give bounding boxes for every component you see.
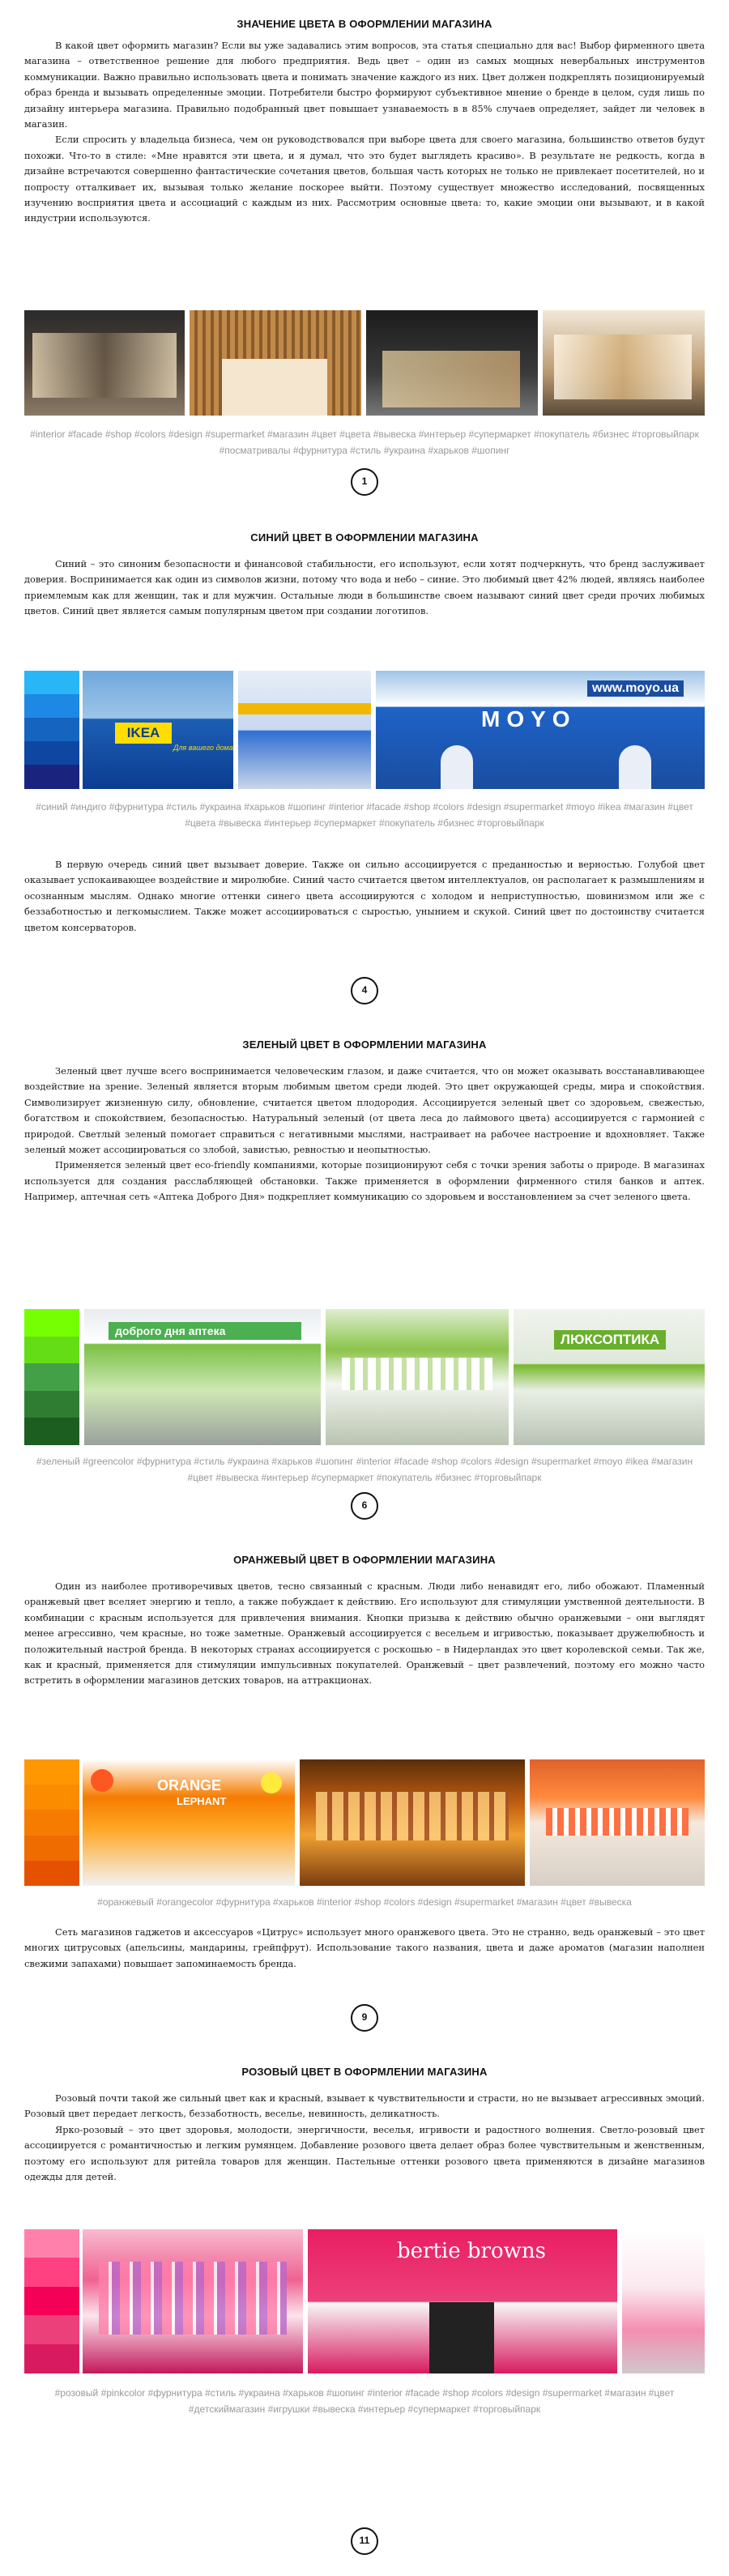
luxoptika-photo <box>514 1309 705 1445</box>
pink-swatches <box>24 2229 79 2373</box>
page-number: 6 <box>351 1492 378 1520</box>
hashtag-list: #розовый #pinkcolor #фурнитура #стиль #украина #харьков #шопинг #interior #facade #shop #colors #design #supermarket #магазин #цвет #детскиймагазин #игрушки #вывеска #интерьер #супермаркет #торговыйпарк <box>54 2387 675 2415</box>
color-swatch <box>24 2258 79 2287</box>
color-swatch <box>24 2315 79 2344</box>
photo-strip-green <box>24 1309 705 1445</box>
tags-orange <box>24 1889 705 1910</box>
moyo-url: www.moyo.ua <box>587 680 684 697</box>
ikea-photo <box>83 671 233 789</box>
moyo-photo <box>376 671 705 789</box>
page-number: 1 <box>351 468 378 496</box>
luxoptika-sign: ЛЮКСОПТИКА <box>554 1330 666 1350</box>
moyo-logo: MOYO <box>481 706 577 731</box>
tags-blue <box>24 794 705 831</box>
color-swatch <box>24 1309 79 1337</box>
color-swatch <box>24 765 79 789</box>
section-pink <box>24 2066 705 2185</box>
color-swatch <box>24 741 79 765</box>
apteka-sign: доброго дня аптека <box>109 1322 301 1340</box>
color-swatch <box>24 1337 79 1363</box>
section-blue <box>24 531 705 620</box>
blue-swatches <box>24 671 79 789</box>
color-swatch <box>24 1836 79 1861</box>
store-interior-photo <box>300 1759 525 1886</box>
paragraph: Розовый почти такой же сильный цвет как и красный, взывает к чувствительности и страсти, но не вызывает агрессивных эмоций. Розовый цвет передает легкость, беззаботность, веселье, невинность, деликатность. <box>24 2092 705 2120</box>
paragraph: Один из наиболее противоречивых цветов, тесно связанный с красным. Люди либо ненавидят его, либо обожают. Пламенный оранжевый цвет вселяет энергию и тепло, а также побуждает к действию. Его используют для стимуляции умственной деятельности. В комбинации с красным используется для привлечения внимания. Кнопки призыва к действию обычно оранжевыми – они выглядят менее агрессивно, чем красные, но тоже заметные. Оранжевый ассоциируется с весельем и игривостью, показывает дружелюбность и положительный настрой бренда. В некоторых странах ассоциируется с роскошью – в Нидерландах это цвет королевской семьи. Так же, как и красный, применяется для стимуляции импульсивных покупателей. Оранжевый – цвет развлечений, поэтому его можно часто встретить в оформлении магазинов детских товаров, на аттракционах. <box>24 1580 705 1687</box>
section-title: РОЗОВЫЙ ЦВЕТ В ОФОРМЛЕНИИ МАГАЗИНА <box>241 2066 488 2078</box>
color-swatch <box>24 1759 79 1785</box>
color-swatch <box>24 671 79 694</box>
orange-elephant-photo <box>83 1759 295 1886</box>
store-photo <box>543 310 705 416</box>
photo-strip-orange <box>24 1759 705 1886</box>
tags-green <box>24 1448 705 1486</box>
bertie-browns-sign: bertie browns <box>397 2239 546 2263</box>
store-interior-photo <box>238 671 371 789</box>
photo-strip-pink <box>24 2229 705 2373</box>
section-blue-continued <box>24 857 705 936</box>
color-swatch <box>24 718 79 741</box>
paragraph: Зеленый цвет лучше всего воспринимается человеческим глазом, и даже считается, что он может оказывать восстанавливающее воздействие на зрение. Зеленый является вторым любимым цветом среди людей. Это цвет окружающей среды, мира и спокойствия. Символизирует жизненную силу, обновление, считается цветом плодородия. Ассоциируется зеленый цвет со здоровьем, свежестью, богатством и спокойствием, безопасностью. Натуральный зеленый (от цвета леса до лаймового цвета) ассоциируется с гармонией с природой. Светлый зеленый помогает справиться с негативными мыслями, настраивает на рабочее настроение и вдохновляет. Также зеленый может ассоциироваться со злобой, завистью, ревностью и неопытностью. <box>24 1065 705 1156</box>
photo-strip-intro <box>24 310 705 416</box>
kids-clothing-photo <box>622 2229 705 2373</box>
page-number: 4 <box>351 977 378 1004</box>
tags-pink <box>24 2380 705 2417</box>
color-swatch <box>24 694 79 718</box>
color-swatch <box>24 1810 79 1836</box>
color-swatch <box>24 1391 79 1418</box>
citrus-store-photo <box>530 1759 705 1886</box>
elephant-sign: LEPHANT <box>177 1795 227 1807</box>
color-swatch <box>24 1418 79 1445</box>
store-photo <box>24 310 185 416</box>
orange-sign: ORANGE <box>157 1777 222 1793</box>
green-swatches <box>24 1309 79 1445</box>
color-swatch <box>24 2229 79 2258</box>
hashtag-list: #зеленый #greencolor #фурнитура #стиль #украина #харьков #шопинг #interior #facade #shop #colors #design #supermarket #moyo #ikea #магазин #цвет #вывеска #интерьер #супермаркет #покупатель #бизнес #торговыйпарк <box>36 1456 693 1483</box>
paragraph: В первую очередь синий цвет вызывает доверие. Также он сильно ассоциируется с преданностью и верностью. Голубой цвет оказывает успокаивающее воздействие и миролюбие. Синий часто считается цветом интеллектуалов, он располагает к размышлениям и осознанным мыслям. Однако многие оттенки синего цвета ассоциируются с холодом и неприступностью, шовинизмом или же с беззаботностью и легкомыслием. Также может ассоциироваться с сыростью, унынием и скукой. Синий цвет по достоинству считается цветом консерваторов. <box>24 859 705 933</box>
paragraph: Синий – это синоним безопасности и финансовой стабильности, его используют, если хотят подчеркнуть, что бренд заслуживает доверия. Воспринимается как один из символов жизни, потому что вода и небо – синие. Это любимый цвет 42% людей, являясь наиболее приемлемым как для женщин, так и для мужчин. Остальные люди в большинстве своем называют синий цвет среди прочих любимых цветов. Синий цвет является самым популярным цветом при создании логотипов. <box>24 558 705 617</box>
section-title: ЗНАЧЕНИЕ ЦВЕТА В ОФОРМЛЕНИИ МАГАЗИНА <box>237 18 492 30</box>
hashtag-list: #оранжевый #orangecolor #фурнитура #харьков #interior #shop #colors #design #supermarket #магазин #цвет #вывеска <box>97 1896 632 1908</box>
ikea-sign: IKEA <box>115 723 172 744</box>
apteka-photo <box>84 1309 321 1445</box>
color-swatch <box>24 1861 79 1886</box>
store-photo <box>190 310 361 416</box>
color-swatch <box>24 1785 79 1810</box>
color-swatch <box>24 1363 79 1391</box>
color-swatch <box>24 2344 79 2373</box>
orange-swatches <box>24 1759 79 1886</box>
color-swatch <box>24 2287 79 2315</box>
section-title: СИНИЙ ЦВЕТ В ОФОРМЛЕНИИ МАГАЗИНА <box>250 531 479 544</box>
toy-store-photo <box>83 2229 303 2373</box>
paragraph: Применяется зеленый цвет eco-friendly компаниями, которые позиционируют себя с точки зрения заботы о природе. В магазинах используется для создания расслабляющей обстановки. Также применяется в оформлении фирменного стиля банков и аптек. Например, аптечная сеть «Аптека Доброго Дня» подкрепляет коммуникацию со здоровьем и восстановлением за счет зеленого цвета. <box>24 1159 705 1203</box>
bertie-browns-photo <box>308 2229 617 2373</box>
section-title: ЗЕЛЕНЫЙ ЦВЕТ В ОФОРМЛЕНИИ МАГАЗИНА <box>242 1039 487 1051</box>
photo-strip-blue <box>24 671 705 789</box>
section-orange-continued <box>24 1925 705 1972</box>
hashtag-list: #interior #facade #shop #colors #design #supermarket #магазин #цвет #цвета #вывеска #интерьер #супермаркет #покупатель #бизнес #торговыйпарк #посматривалы #фурнитура #стиль #украина #харьков #шопинг <box>30 429 699 456</box>
pharmacy-interior-photo <box>326 1309 509 1445</box>
paragraph: Ярко-розовый – это цвет здоровья, молодости, энергичности, веселья, игривости и радостного волнения. Светло-розовый цвет ассоциируется с романтичностью и легким румянцем. Добавление розового цвета делает образ более чувствительным и женственным, поэтому его используют для ритейла товаров для женщин. Пастельные оттенки розового цвета применяются в дизайне магазинов одежды для детей. <box>24 2123 705 2183</box>
paragraph: Сеть магазинов гаджетов и аксессуаров «Цитрус» использует много оранжевого цвета. Это не странно, ведь оранжевый – это цвет многих цитрусовых (апельсины, мандарины, грейпфрут). Использование такого названия, цвета и даже ароматов (магазин наполнен свежими запахами) повышает запоминаемость бренда. <box>24 1926 705 1969</box>
paragraph: В какой цвет оформить магазин? Если вы уже задавались этим вопросов, эта статья специально для вас! Выбор фирменного цвета магазина – ответственное решение для любого предприятия. Ведь цвет – один из самых мощных невербальных инструментов коммуникации. Важно правильно использовать цвета и понимать значение каждого из них. Цвет должен подкреплять позиционируемый образ бренда и вызывать определенные эмоции. Потребители быстро формируют субъективное мнение о бренде в целом, судя лишь по дизайну интерьера магазина. Правильно подобранный цвет повышает узнаваемость в в 85% случаев определяет, зайдет ли человек в магазин. <box>24 40 705 130</box>
tags-intro <box>24 421 705 458</box>
section-intro <box>24 18 705 227</box>
paragraph: Если спросить у владельца бизнеса, чем он руководствовался при выборе цвета для своего магазина, большинство ответов будут похожи. Что-то в стиле: «Мне нравятся эти цвета, и я думал, что это будет выглядеть красиво». В результате не редкость, когда в дизайне встречаются совершенно фантастические сочетания цветов, большая часть которых не только не привлекает посетителей, но и попросту отталкивает их, вызывая только желание поскорее выйти. Поэтому существует множество исследований, посвященных изучению восприятия цвета и ассоциаций с каждым из них. Рассмотрим основные цвета: то, какие эмоции они вызывают, и в какой индустрии используются. <box>24 134 705 224</box>
page-number: 11 <box>351 2527 378 2555</box>
section-orange <box>24 1554 705 1689</box>
page-number: 9 <box>351 2004 378 2032</box>
section-green <box>24 1039 705 1205</box>
section-title: ОРАНЖЕВЫЙ ЦВЕТ В ОФОРМЛЕНИИ МАГАЗИНА <box>233 1554 496 1566</box>
store-photo <box>366 310 538 416</box>
ikea-slogan: Для вашего дома <box>173 744 233 752</box>
hashtag-list: #синий #индиго #фурнитура #стиль #украина #харьков #шопинг #interior #facade #shop #colors #design #supermarket #moyo #ikea #магазин #цвет #цвета #вывеска #интерьер #супермаркет #покупатель #бизнес #торговыйпарк <box>36 801 693 829</box>
